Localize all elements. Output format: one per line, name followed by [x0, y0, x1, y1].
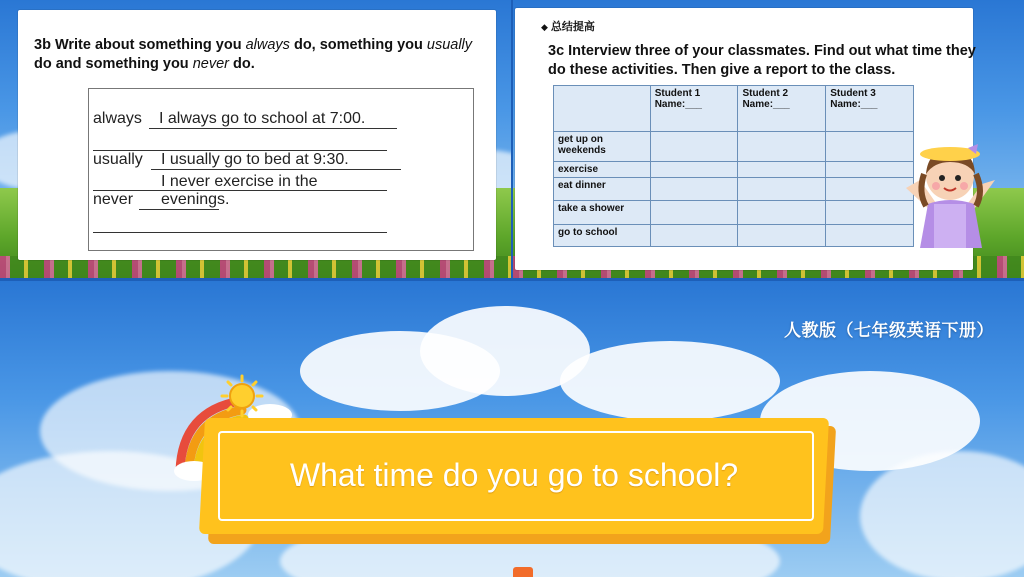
writing-line-blank — [93, 213, 387, 233]
table-header-student-1: Student 1 Name:___ — [650, 86, 738, 132]
exercise-panel — [18, 10, 496, 260]
exercise-3b-title: 3b Write about something you always do, something you usually do and something you never do. — [34, 37, 473, 72]
interview-table — [553, 85, 914, 247]
table-header-student-2: Student 2 Name:___ — [738, 86, 826, 132]
lesson-title: What time do you go to school? — [289, 457, 739, 493]
exercise-3c-title: 3c Interview three of your classmates. Find out what time they do these activities. Then give a report to the class. — [548, 43, 976, 78]
table-row: get up on weekends — [554, 132, 914, 162]
cartoon-girl-illustration — [898, 140, 1003, 252]
table-row: exercise — [554, 162, 914, 178]
main-slide — [0, 281, 1024, 577]
writing-box — [88, 88, 474, 251]
writing-line-always: always I always go to school at 7:00. — [93, 109, 387, 129]
sun-icon — [220, 374, 264, 418]
table-row: eat dinner — [554, 178, 914, 201]
publisher-label: 人教版（七年级英语下册） — [784, 321, 994, 341]
table-header-student-3: Student 3 Name:___ — [826, 86, 914, 132]
writing-line-never: never I never exercise in the evenings. — [93, 190, 387, 210]
slide-thumbnail-3c[interactable] — [513, 0, 1024, 278]
answer-never: I never exercise in the evenings. — [161, 173, 318, 208]
answer-usually: I usually go to bed at 9:30. — [161, 151, 349, 168]
slide-thumbnail-3b[interactable] — [0, 0, 511, 278]
section-heading: ◆ 总结提高 — [541, 20, 595, 33]
decoration-marker — [513, 567, 533, 577]
table-row: take a shower — [554, 201, 914, 225]
table-row: go to school — [554, 225, 914, 247]
writing-line-usually: usually I usually go to bed at 9:30. — [93, 150, 387, 170]
table-header-corner — [554, 86, 651, 132]
writing-line-blank — [93, 131, 387, 151]
answer-always: I always go to school at 7:00. — [159, 110, 366, 127]
